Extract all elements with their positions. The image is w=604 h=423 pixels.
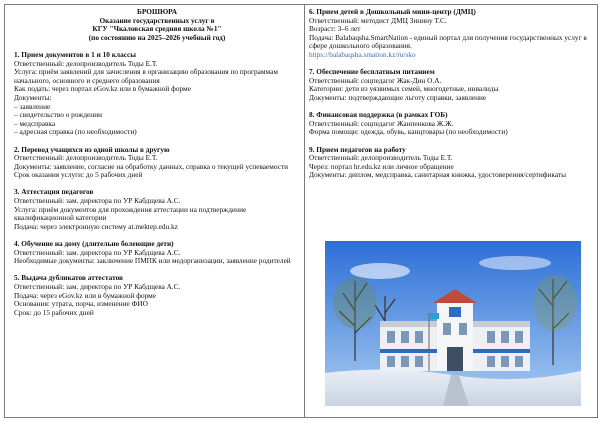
section-8	[309, 111, 595, 137]
section-line: Ответственный: соцпедагог Жак-Дин О.А.	[309, 75, 442, 85]
section-line: Подача: Balabaqsha.SmartNation - единый портал для получения государственных услуг в сфере дошкольного образования.	[309, 32, 587, 51]
title-line: КГУ "Чкаловская средняя школа №1"	[92, 24, 222, 34]
section-line: Документы: заявление, согласие на обработку данных, справка о текущей успеваемости	[14, 161, 289, 171]
section-heading: 1. Прием документов в 1 и 10 классы	[14, 49, 136, 59]
section-9	[309, 146, 595, 180]
section-6	[309, 8, 595, 60]
title-line: БРОШЮРА	[137, 7, 177, 16]
section-line: Основания: утрата, порча, изменение ФИО	[14, 299, 148, 309]
section-heading: 9. Прием педагогов на работу	[309, 144, 406, 154]
section-line: Ответственный: делопроизводитель Тоды Е.Т.	[309, 153, 453, 163]
section-line: Срок: до 15 рабочих дней	[14, 307, 94, 317]
section-line: Срок оказания услуги: до 5 рабочих дней	[14, 170, 143, 180]
section-2	[14, 146, 300, 180]
section-line: Ответственный: делопроизводитель Тоды Е.Т.	[14, 153, 158, 163]
school-building-photo	[325, 241, 581, 406]
section-3	[14, 188, 300, 231]
column-divider	[304, 4, 305, 418]
brochure-title	[14, 8, 300, 42]
section-heading: 6. Прием детей в Дошкольный мини-центр (ДМЦ)	[309, 7, 476, 16]
section-line: Как подать: через портал eGov.kz или в бумажной форме	[14, 84, 191, 94]
section-line: Ответственный: соцпедагог Жанпенкова Ж.Ж.	[309, 118, 454, 128]
section-line: Подача: через eGov.kz или в бумажной форме	[14, 290, 157, 300]
section-line: Форма помощи: одежда, обувь, канцтовары (по необходимости)	[309, 127, 508, 137]
section-line: Ответственный: зам. директора по УР Кабдщева А.С.	[14, 196, 181, 206]
portal-link[interactable]: https://balabaqsha.smation.kz/ru/sko	[309, 49, 416, 59]
section-line: – медсправка	[14, 118, 56, 128]
title-line: (по состоянию на 2025–2026 учебный год)	[88, 32, 226, 42]
section-heading: 4. Обучение на дому (длительно болеющие дети)	[14, 239, 174, 249]
section-line: Услуга: приём документов для прохождения аттестации на подтверждение квалификационной категории	[14, 204, 247, 223]
section-line: Документы: подтверждающие льготу справки, заявление	[309, 92, 487, 102]
section-heading: 3. Аттестация педагогов	[14, 187, 94, 197]
section-line: – заявление	[14, 101, 51, 111]
section-line: Ответственный: методист ДМЦ Зинину Т.С.	[309, 15, 447, 25]
section-line: Ответственный: зам. директора по УР Кабдщева А.С.	[14, 247, 181, 257]
left-column	[14, 8, 300, 317]
section-heading: 5. Выдача дубликатов аттестатов	[14, 273, 123, 283]
section-heading: 8. Финансовая поддержка (в рамках ГОБ)	[309, 110, 448, 120]
section-line: – адресная справка (по необходимости)	[14, 127, 137, 137]
section-5	[14, 274, 300, 317]
section-line: Ответственный: делопроизводитель Тоды Е.Т.	[14, 58, 158, 68]
section-line: Возраст: 3–6 лет	[309, 24, 361, 34]
section-1	[14, 51, 300, 137]
section-line: Через: портал hr.edu.kz или личное обращение	[309, 161, 454, 171]
right-column	[309, 8, 595, 180]
section-4	[14, 240, 300, 266]
section-heading: 7. Обеспечение бесплатным питанием	[309, 67, 435, 77]
section-line: Подача: через электронную систему at.mektep.edu.kz	[14, 221, 178, 231]
section-line: Необходимые документы: заключение ПМПК или медорганизации, заявление родителей	[14, 256, 291, 266]
section-line: – свидетельство о рождении	[14, 110, 103, 120]
section-line: Документы: диплом, медсправка, санитарная книжка, удостоверения/сертификаты	[309, 170, 566, 180]
section-line: Ответственный: зам. директора по УР Кабдщева А.С.	[14, 282, 181, 291]
section-7	[309, 68, 595, 102]
title-line: Оказание государственных услуг в	[99, 15, 215, 25]
section-heading: 2. Перевод учащихся из одной школы в другую	[14, 144, 170, 154]
section-line: Услуга: приём заявлений для зачисления в организацию образования по программам начального, основного и среднего образования	[14, 67, 278, 85]
section-line: Документы:	[14, 92, 52, 102]
section-line: Категории: дети из уязвимых семей, многодетные, инвалиды	[309, 84, 499, 94]
